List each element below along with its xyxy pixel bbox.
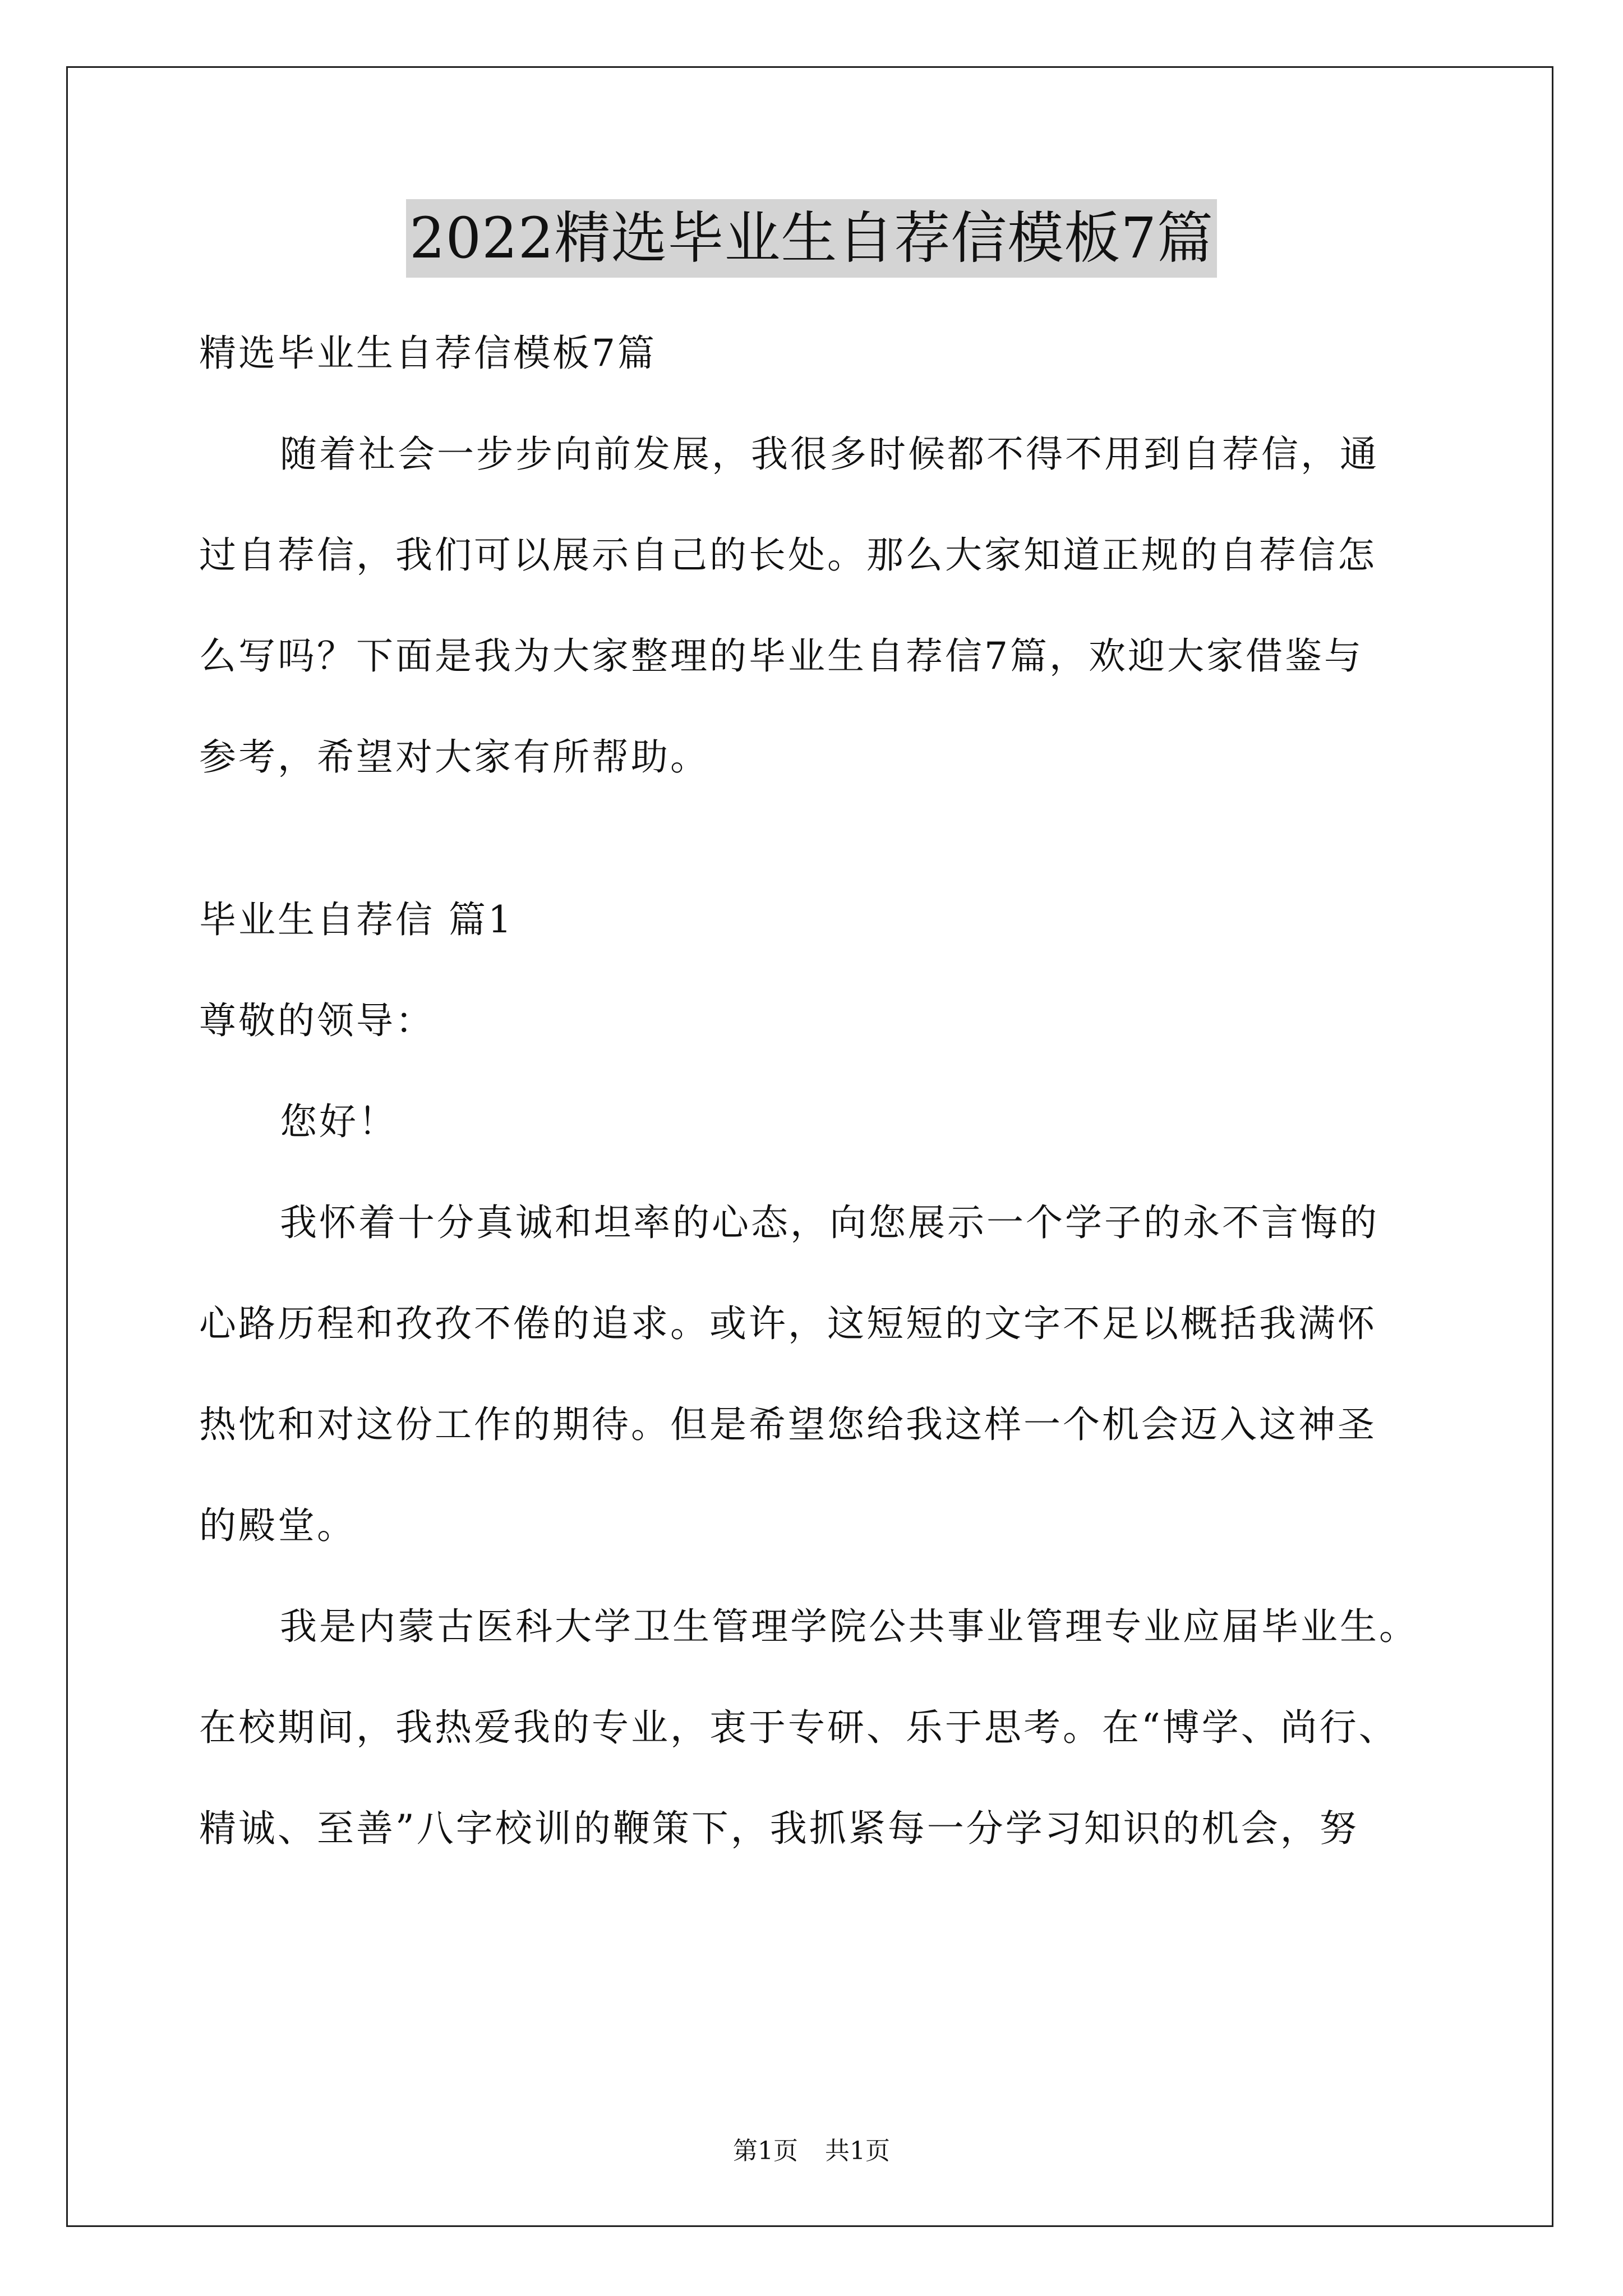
section-spacer [199,808,1450,869]
intro-line: 参考，希望对大家有所帮助。 [199,735,709,779]
title-container [0,199,1623,278]
document-body [199,303,1450,1879]
document-title: 2022精选毕业生自荐信模板7篇 [406,199,1217,278]
paragraph-line: 我怀着十分真诚和坦率的心态，向您展示一个学子的永不言悔的 [280,1201,1379,1244]
section-heading: 毕业生自荐信 篇1 [199,898,514,941]
paragraph-line: 热忱和对这份工作的期待。但是希望您给我这样一个机会迈入这神圣 [199,1403,1377,1446]
page-footer [0,2134,1623,2168]
page-total: 共1页 [825,2137,890,2165]
salutation: 尊敬的领导： [199,999,435,1042]
paragraph-line: 心路历程和孜孜不倦的追求。或许，这短短的文字不足以概括我满怀 [199,1302,1377,1345]
paragraph-line: 的殿堂。 [199,1504,356,1547]
document-subtitle: 精选毕业生自荐信模板7篇 [199,332,657,375]
paragraph-line: 精诚、至善”八字校训的鞭策下，我抓紧每一分学习知识的机会，努 [199,1807,1359,1850]
greeting: 您好！ [280,1100,398,1143]
paragraph-line: 在校期间，我热爱我的专业，衷于专研、乐于思考。在“博学、尚行、 [199,1706,1398,1749]
intro-line: 随着社会一步步向前发展，我很多时候都不得不用到自荐信，通 [280,432,1379,476]
paragraph-line: 我是内蒙古医科大学卫生管理学院公共事业管理专业应届毕业生。 [280,1605,1418,1648]
intro-line: 么写吗？下面是我为大家整理的毕业生自荐信7篇，欢迎大家借鉴与 [199,634,1363,678]
intro-line: 过自荐信，我们可以展示自己的长处。那么大家知道正规的自荐信怎 [199,533,1377,577]
page-number: 第1页 [733,2137,798,2165]
